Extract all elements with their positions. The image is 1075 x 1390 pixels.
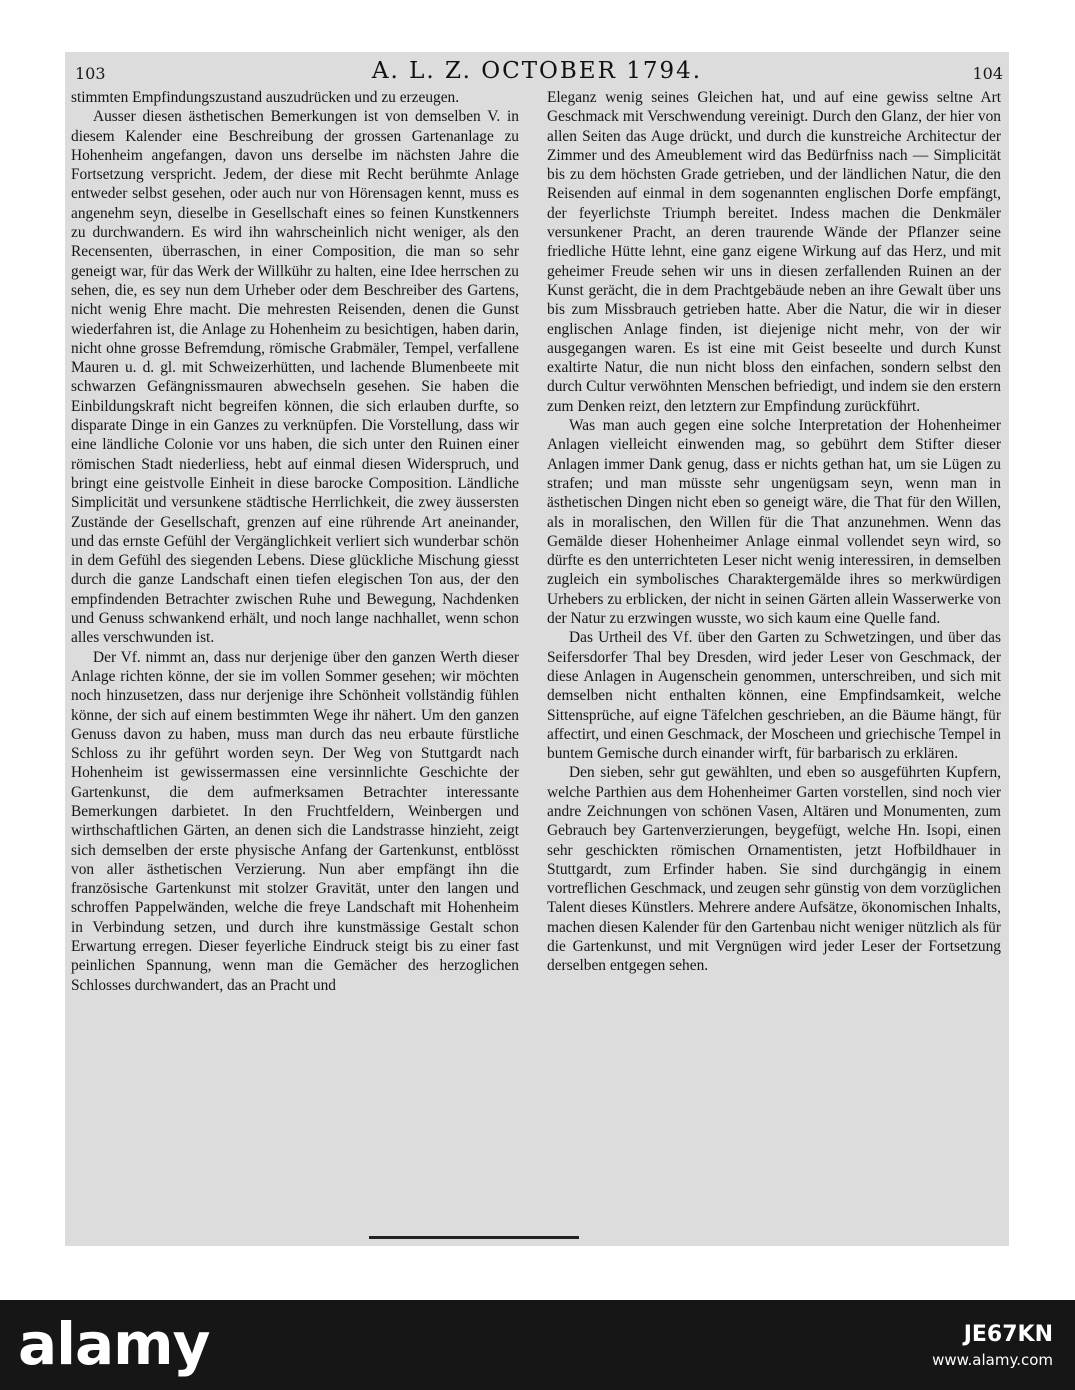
image-info — [932, 1320, 1053, 1370]
alamy-logo: alamy — [18, 1310, 210, 1378]
watermark-banner — [0, 1300, 1075, 1390]
paragraph: Ausser diesen ästhetischen Bemerkungen ist von demselben V. in diesem Kalender eine Beschreibung der grossen Gartenanlage zu Hohenheim angefangen, davon uns derselbe im nächsten Jahre die Fortsetzung verspricht. Jedem, der diese mit Recht berühmte Anlage entweder selbst gesehen, oder auch nur von Hörensagen kennt, muss es angenehm seyn, dieselbe in Gesellschaft eines so feinen Kunstkenners zu durchwandern. Es wird ihn wahrscheinlich nicht weniger, als den Recensenten, überraschen, in einer Composition, die man so sehr geneigt war, für das Werk der Willkühr zu halten, eine Idee herrschen zu sehen, die, es sey nun dem Urheber oder dem Beschreiber des Gartens, nicht wenig Ehre macht. Die mehresten Reisenden, denen die Gunst wiederfahren ist, die Anlage zu Hohenheim zu besichtigen, haben darin, nicht ohne grosse Befremdung, römische Grabmäler, Tempel, verfallene Mauren u. d. gl. mit Schweizerhütten, und lachende Blumenbeete mit schwarzen Gefängnissmauren abwechseln gesehen. Sie haben die Einbildungskraft nicht begreifen können, die sich erlauben durfte, so disparate Dinge in ein Ganzes zu verknüpfen. Die Vorstellung, dass wir eine ländliche Colonie vor uns haben, die sich unter den Ruinen einer römischen Stadt niederliess, hebt auf einmal diesen Widerspruch, und bringt eine geistvolle Einheit in diese barocke Composition. Ländliche Simplicität und versunkene städtische Herrlichkeit, die zwey äussersten Zustände der Gesellschaft, grenzen auf eine rührende Art aneinander, und das ernste Gefühl der Vergänglichkeit verliert sich wunderbar schön in dem Gefühl des siegenden Lebens. Diese glückliche Mischung giesst durch die ganze Landschaft einen tiefen elegischen Ton aus, der den empfindenden Betrachter zwischen Ruhe und Bewegung, Nachdenken und Genuss schwankend erhält, und noch lange nachhallet, wenn schon alles verschwunden ist. — [71, 108, 519, 647]
page-number-left: 103 — [75, 64, 106, 83]
paragraph: Das Urtheil des Vf. über den Garten zu Schwetzingen, und über das Seifersdorfer Thal bey Dresden, wird jeder Leser von Geschmack, der diese Anlagen in Augenschein genommen, unterschreiben, und sich mit demselben nicht enthalten können, eine Empfindsamkeit, welche Sittensprüche, auf eigne Täfelchen geschrieben, an die Bäume hängt, für affectirt, und einen Geschmack, der Moscheen und griechische Tempel in buntem Gemische durch einander wirft, für barbarisch zu erklären. — [547, 629, 1001, 763]
site-url: www.alamy.com — [932, 1351, 1053, 1369]
image-id: JE67KN — [963, 1322, 1053, 1347]
page-number-right: 104 — [972, 64, 1003, 83]
journal-title: A. L. Z. OCTOBER 1794. — [371, 58, 703, 84]
end-rule — [369, 1236, 579, 1239]
paragraph: Eleganz wenig seines Gleichen hat, und auf eine gewiss seltne Art Geschmack mit Verschwendung vereinigt. Durch den Glanz, der hier von allen Seiten das Auge drückt, und durch die kunstreiche Architectur der Zimmer und des Ameublement wird das Bedürfniss nach — Simplicität bis zu dem höchsten Grade getrieben, und der ländlichen Natur, die den Reisenden auf einmal in dem sogenannten englischen Dorfe empfängt, der feyerlichste Triumph bereitet. Indess machen die Denkmäler versunkener Pracht, an deren traurende Wände der Pflanzer seine friedliche Hütte lehnt, eine ganz eigene Wirkung auf das Herz, und mit geheimer Freude sehen wir uns in diesen zerfallenden Ruinen an der Kunst gerächt, die in dem Prachtgebäude neben an ihre Gewalt über uns bis zum Missbrauch getrieben hatte. Aber die Natur, die wir in dieser englischen Anlage finden, ist diejenige nicht mehr, von der wir ausgegangen waren. Es ist eine mit Geist beseelte und durch Kunst exaltirte Natur, die nun nicht bloss den einfachen, sondern selbst den durch Cultur verwöhnten Menschen befriedigt, und indem sie den erstern zum Denken reizt, den letztern zur Empfindung zurückführt. — [547, 89, 1001, 415]
newspaper-page — [65, 52, 1009, 1246]
right-column — [547, 88, 1001, 976]
paragraph: Was man auch gegen eine solche Interpretation der Hohenheimer Anlagen vielleicht einwenden mag, so gebührt dem Stifter dieser Anlagen immer Dank genug, dass er nichts gethan hat, um sie Lügen zu strafen; und man müsste sehr ungenügsam seyn, wenn man in ästhetischen Dingen nicht eben so geneigt wäre, die That für den Willen, als in moralischen, den Willen für die That anzunehmen. Wenn das Gemälde dieser Hohenheimer Anlage einmal vollendet seyn wird, so dürfte es den unterrichteten Leser nicht wenig interessiren, in demselben zugleich ein symbolisches Charaktergemälde ihres so merkwürdigen Urhebers zu erblicken, der nicht in seinen Gärten allein Wasserwerke von der Natur zu erzwingen wusste, wo sich kaum eine Quelle fand. — [547, 417, 1001, 628]
paragraph: Den sieben, sehr gut gewählten, und eben so ausgeführten Kupfern, welche Parthien aus dem Hohenheimer Garten vorstellen, sind noch vier andre Zeichnungen von schönen Vasen, Altären und Monumenten, zum Gebrauch bey Gartenverzierungen, beygefügt, welche Hn. Isopi, einen sehr geschickten römischen Ornamentisten, jetzt Hofbildhauer in Stuttgardt, zum Erfinder haben. Sie sind durchgängig in einem vortreflichen Geschmack, und zeugen sehr günstig von dem vorzüglichen Talent dieses Künstlers. Mehrere andere Aufsätze, ökonomischen Inhalts, machen diesen Kalender für den Gartenbau nicht weniger nützlich als für die Gartenkunst, und mit Vergnügen wird jeder Leser der Fortsetzung derselben entgegen sehen. — [547, 764, 1001, 975]
scanned-page — [65, 52, 1009, 1246]
page-header — [65, 58, 1009, 86]
paragraph: Der Vf. nimmt an, dass nur derjenige über den ganzen Werth dieser Anlage richten könne, der sie im vollen Sommer gesehen; wir möchten noch hinzusetzen, dass nur derjenige ihre Schönheit vollständig fühlen könne, der sich auf einem bestimmten Wege ihr nähert. Um den ganzen Genuss davon zu haben, muss man durch das neu erbaute fürstliche Schloss zu ihr geführt worden seyn. Der Weg von Stuttgardt nach Hohenheim ist gewissermassen eine versinnlichte Geschichte der Gartenkunst, die dem aufmerksamen Betrachter interessante Bemerkungen darbietet. In den Fruchtfeldern, Weinbergen und wirthschaftlichen Gärten, an denen sich die Landstrasse hinzieht, zeigt sich demselben der erste physische Anfang der Gartenkunst, entblösst von aller ästhetischen Verzierung. Nun aber empfängt ihn die französische Gartenkunst mit stolzer Gravität, unter den langen und schroffen Pappelwänden, welche die freye Landschaft mit Hohenheim in Verbindung setzen, und durch ihre kunstmässige Gestalt schon Erwartung erregen. Dieser feyerliche Eindruck steigt bis zu einer fast peinlichen Spannung, wenn man die Gemächer des herzoglichen Schlosses durchwandert, das an Pracht und — [71, 648, 519, 994]
paragraph: stimmten Empfindungszustand auszudrücken und zu erzeugen. — [71, 89, 460, 106]
left-column — [71, 88, 519, 995]
